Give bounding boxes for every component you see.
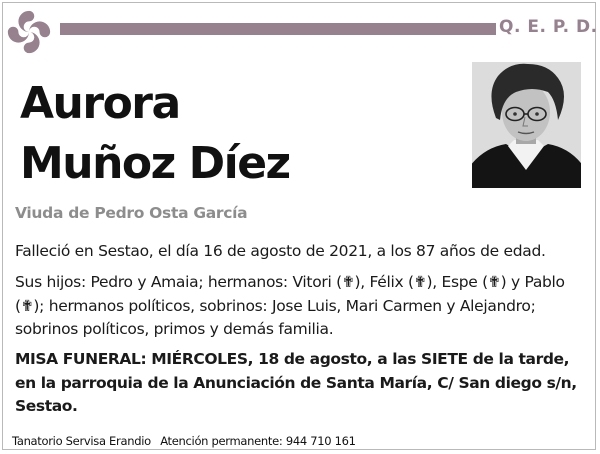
lauburu-icon <box>4 7 54 57</box>
footer-info <box>12 434 356 448</box>
portrait-photo <box>472 62 581 188</box>
funeral-mass-text: MISA FUNERAL: MIÉRCOLES, 18 de agosto, a las SIETE de la tarde, en la parroquia de la Anunciación de Santa María, C/ San diego s/n, Sestao. <box>15 350 577 415</box>
header-bar <box>60 23 496 35</box>
contact-phone-line: Atención permanente: 944 710 161 <box>160 434 356 448</box>
last-name: Muñoz Díez <box>20 138 290 189</box>
first-name: Aurora <box>20 78 180 129</box>
death-notice-text: Falleció en Sestao, el día 16 de agosto de 2021, a los 87 años de edad. <box>15 242 546 260</box>
funeral-home-name: Tanatorio Servisa Erandio <box>12 434 151 448</box>
family-text: Sus hijos: Pedro y Amaia; hermanos: Vitori (✟), Félix (✟), Espe (✟) y Pablo (✟); hermanos políticos, sobrinos: Jose Luis, Mari Carmen y Alejandro; sobrinos políticos, primos y demás familia. <box>15 273 565 338</box>
widow-subtitle: Viuda de Pedro Osta García <box>15 204 248 222</box>
qepd-label: Q. E. P. D. <box>499 17 598 37</box>
